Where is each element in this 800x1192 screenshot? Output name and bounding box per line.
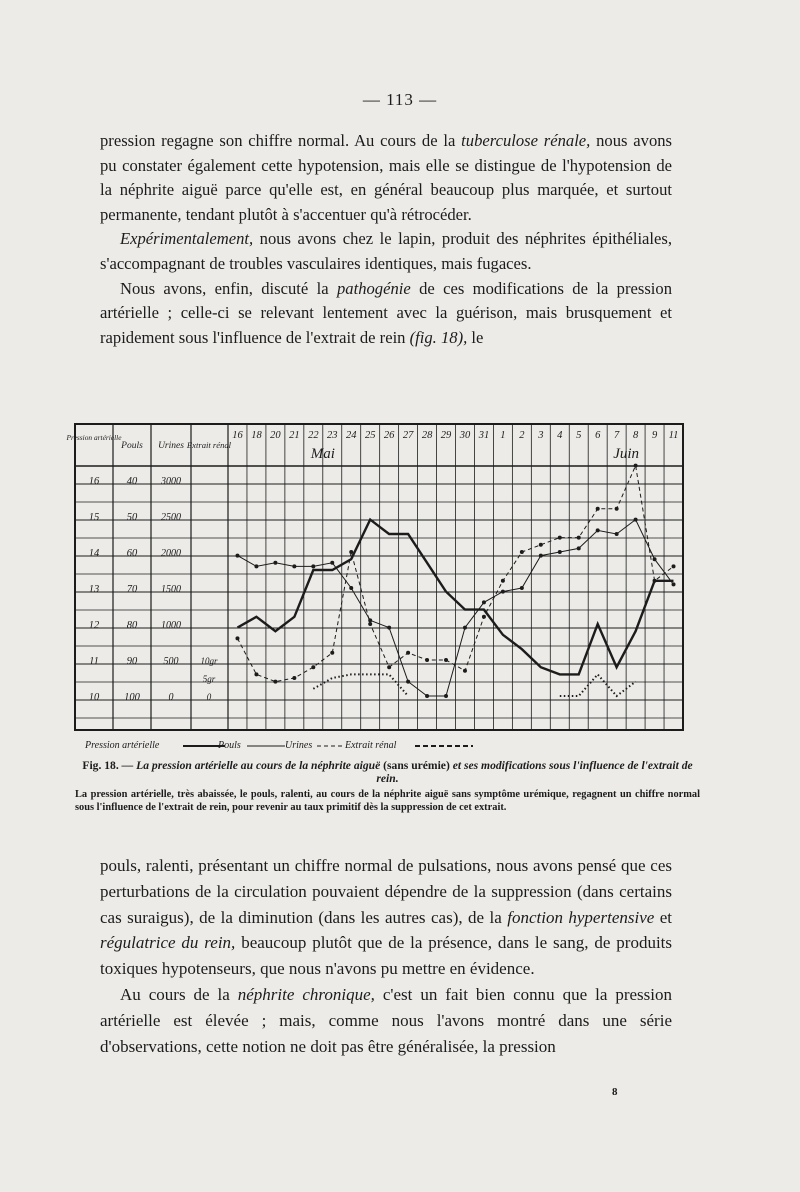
scale-tick-pouls: 40 bbox=[126, 476, 138, 487]
series-urines-line-point bbox=[368, 622, 372, 626]
bottom-text bbox=[100, 853, 672, 1059]
day-tick-label: 30 bbox=[459, 430, 471, 441]
series-pouls-line-point bbox=[501, 590, 505, 594]
series-urines-line-point bbox=[520, 550, 524, 554]
scale-tick-pression: 10 bbox=[88, 692, 100, 703]
scale-tick-extrait: 0 bbox=[206, 692, 212, 702]
day-tick-label: 2 bbox=[519, 430, 525, 441]
series-urines-line-point bbox=[634, 464, 638, 468]
day-tick-label: 5 bbox=[576, 430, 582, 441]
month-label-juin: Juin bbox=[613, 446, 640, 462]
series-pouls-line-point bbox=[520, 586, 524, 590]
series-urines-line-point bbox=[330, 651, 334, 655]
series-urines-line-point bbox=[482, 615, 486, 619]
series-urines-line-point bbox=[273, 680, 277, 684]
figure-18-chart bbox=[66, 420, 685, 770]
day-tick-label: 4 bbox=[557, 430, 563, 441]
series-pouls-line-point bbox=[634, 518, 638, 522]
page-number: — 113 — bbox=[362, 90, 438, 109]
day-tick-label: 20 bbox=[270, 430, 281, 441]
day-tick-label: 3 bbox=[538, 430, 544, 441]
day-tick-label: 29 bbox=[440, 430, 452, 441]
series-urines-line-point bbox=[672, 564, 676, 568]
header-label-urines: Urines bbox=[158, 441, 184, 451]
scale-tick-pouls: 70 bbox=[126, 584, 138, 595]
day-tick-label: 23 bbox=[327, 430, 338, 441]
series-pouls-line-point bbox=[463, 626, 467, 630]
caption-label: Fig. 18. bbox=[82, 759, 119, 772]
day-tick-label: 7 bbox=[614, 430, 620, 441]
day-tick-label: 31 bbox=[478, 430, 490, 441]
day-tick-label: 9 bbox=[651, 430, 658, 441]
legend-label-urines: Urines bbox=[285, 740, 313, 751]
day-tick-label: 16 bbox=[232, 430, 243, 441]
scale-tick-pouls: 50 bbox=[126, 512, 138, 523]
series-pouls-line-point bbox=[254, 564, 258, 568]
series-urines-line-point bbox=[596, 507, 600, 511]
scale-tick-urines: 3000 bbox=[161, 476, 181, 487]
caption-note: La pression artérielle, très abaissée, le pouls, ralenti, au cours de la néphrite aiguë sans symptôme urémique, regagnent un chiffre normal sous l'influence de l'extrait de rein, pour revenir au taux primitif dès la suppression de cet extrait. bbox=[75, 789, 700, 813]
series-urines-line-point bbox=[425, 658, 429, 662]
series-pouls-line-point bbox=[292, 564, 296, 568]
series-pouls-line-point bbox=[558, 550, 562, 554]
scale-tick-urines: 0 bbox=[168, 692, 174, 703]
series-pouls-line-point bbox=[425, 694, 429, 698]
series-urines-line-point bbox=[311, 665, 315, 669]
paragraph-4: pouls, ralenti, présentant un chiffre normal de pulsations, nous avons pensé que ces perturbations de la circulation pouvaient dépendre de la suppression (dans certains cas suraigus), de la diminution (dans les autres cas), de la fonction hypertensive et régulatrice du rein, beaucoup plutôt que de la présence, dans le sang, de produits toxiques hypotenseurs, que nous n'avons pu mettre en évidence. bbox=[100, 856, 673, 979]
legend-label-pression: Pression artérielle bbox=[85, 740, 160, 751]
series-pouls-line-point bbox=[406, 680, 410, 684]
series-urines-line-point bbox=[463, 669, 467, 673]
series-urines-line-point bbox=[577, 536, 581, 540]
scale-tick-pression: 15 bbox=[88, 512, 100, 523]
scale-tick-pouls: 90 bbox=[126, 656, 138, 667]
figure-caption: Fig. 18. — La pression artérielle au cours de la néphrite aiguë (sans urémie) et ses modifications sous l'influence de l'extrait de rein. bbox=[82, 759, 693, 786]
scale-tick-urines: 500 bbox=[163, 656, 179, 667]
paragraph-5: Au cours de la néphrite chronique, c'est un fait bien connu que la pression artérielle est élevée ; mais, comme nous l'avons montré dans une série d'observations, cette notion ne doit pas être généralisée, la pression bbox=[100, 984, 673, 1056]
day-tick-label: 27 bbox=[402, 430, 414, 441]
day-tick-label: 24 bbox=[345, 430, 357, 441]
series-urines-line-point bbox=[558, 536, 562, 540]
series-urines-line-point bbox=[501, 579, 505, 583]
series-pouls-line-point bbox=[653, 557, 657, 561]
scale-tick-pouls: 80 bbox=[126, 620, 138, 631]
day-tick-label: 25 bbox=[364, 430, 376, 441]
scale-tick-pression: 12 bbox=[88, 620, 100, 631]
signature-mark: 8 bbox=[612, 1086, 618, 1098]
series-pouls-line-point bbox=[539, 554, 543, 558]
series-pouls-line-point bbox=[273, 561, 277, 565]
series-pouls-line-point bbox=[235, 554, 239, 558]
series-urines-line-point bbox=[235, 636, 239, 640]
day-tick-label: 26 bbox=[383, 430, 395, 441]
series-urines-line-point bbox=[444, 658, 448, 662]
scale-tick-pouls: 100 bbox=[124, 692, 140, 703]
series-urines-line-point bbox=[387, 665, 391, 669]
header-label-extrait: Extrait rénal bbox=[186, 440, 232, 450]
series-pouls-line-point bbox=[311, 564, 315, 568]
series-urines-line-point bbox=[615, 507, 619, 511]
scale-tick-pression: 14 bbox=[88, 548, 100, 559]
series-pouls-line-point bbox=[577, 546, 581, 550]
scale-tick-pression: 16 bbox=[88, 476, 100, 487]
day-tick-label: 1 bbox=[500, 430, 506, 441]
scale-tick-extrait: 10gr bbox=[200, 656, 218, 666]
series-pouls-line-point bbox=[444, 694, 448, 698]
day-tick-label: 28 bbox=[421, 430, 433, 441]
series-pouls-line-point bbox=[615, 532, 619, 536]
scale-tick-pression: 11 bbox=[89, 656, 99, 667]
series-urines-line-point bbox=[653, 579, 657, 583]
header-label-pouls: Pouls bbox=[121, 441, 143, 451]
paragraph-3: Nous avons, enfin, discuté la pathogénie de ces modifications de la pression artérielle ; celle-ci se relevant lentement avec la guérison, mais brusquement et rapidement sous l'influence de l'extrait de rein (fig. 18), le bbox=[100, 278, 672, 347]
day-tick-label: 22 bbox=[308, 430, 319, 441]
chart-svg bbox=[66, 420, 685, 765]
day-tick-label: 11 bbox=[668, 430, 679, 441]
scale-tick-urines: 2000 bbox=[161, 548, 181, 559]
scale-tick-urines: 1000 bbox=[161, 620, 181, 631]
series-urines-line-point bbox=[254, 672, 258, 676]
legend-label-extrait: Extrait rénal bbox=[345, 740, 397, 751]
legend-label-pouls: Pouls bbox=[218, 740, 241, 751]
scale-tick-pouls: 60 bbox=[126, 548, 138, 559]
series-pouls-line-point bbox=[596, 528, 600, 532]
day-tick-label: 18 bbox=[251, 430, 262, 441]
series-pouls-line-point bbox=[330, 561, 334, 565]
day-tick-label: 21 bbox=[289, 430, 300, 441]
scale-tick-urines: 1500 bbox=[161, 584, 181, 595]
series-urines-line-point bbox=[349, 550, 353, 554]
scale-tick-pression: 13 bbox=[88, 584, 100, 595]
scale-tick-extrait: 5gr bbox=[202, 674, 216, 684]
series-urines-line-point bbox=[292, 676, 296, 680]
month-label-mai: Mai bbox=[310, 446, 335, 462]
series-pouls-line-point bbox=[387, 626, 391, 630]
series-pouls-line-point bbox=[672, 582, 676, 586]
day-tick-label: 6 bbox=[595, 430, 601, 441]
paragraph-1: pression regagne son chiffre normal. Au cours de la tuberculose rénale, nous avons pu constater également cette hypotension, mais elle se distingue de l'hypotension de la néphrite aiguë parce qu'elle est, en général beaucoup plus marquée, et surtout permanente, tendant plutôt à s'accentuer qu'à rétrocéder. bbox=[100, 131, 673, 224]
day-tick-label: 8 bbox=[632, 430, 639, 441]
scale-tick-urines: 2500 bbox=[161, 512, 181, 523]
paragraph-2: Expérimentalement, nous avons chez le lapin, produit des néphrites épithéliales, s'accompagnant de troubles vasculaires identiques, mais fugaces. bbox=[100, 229, 672, 273]
chart-frame bbox=[75, 424, 683, 730]
top-text bbox=[100, 129, 672, 350]
series-urines-line-point bbox=[539, 543, 543, 547]
series-pouls-line-point bbox=[482, 600, 486, 604]
series-pouls-line-point bbox=[349, 586, 353, 590]
header-label-pression: Pression artérielle bbox=[66, 433, 122, 442]
series-urines-line-point bbox=[406, 651, 410, 655]
